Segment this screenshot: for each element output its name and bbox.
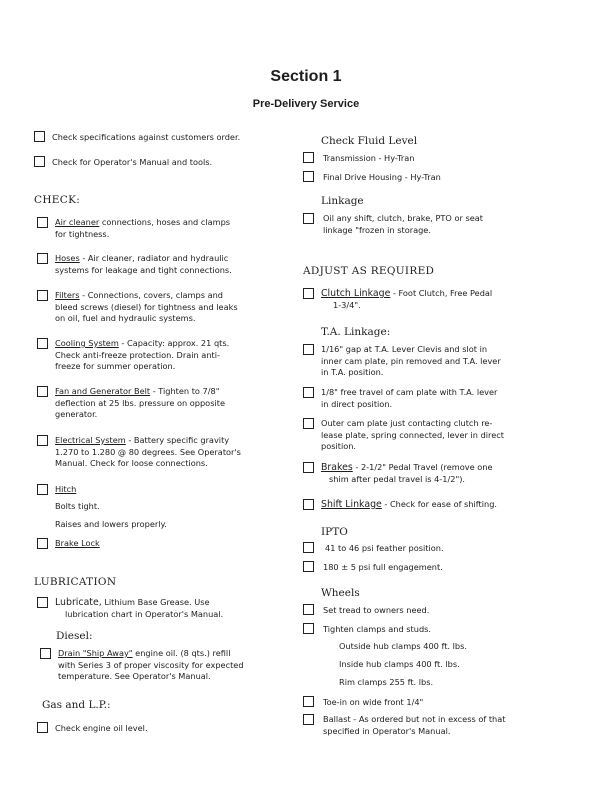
item-desc: - Check for ease of shifting. <box>381 499 498 509</box>
item-text <box>55 597 295 620</box>
torque-spec: Rim clamps 255 ft. lbs. <box>339 677 434 687</box>
item-desc-cont: specified in Operator's Manual. <box>323 725 451 736</box>
ta-heading: T.A. Linkage: <box>321 326 391 338</box>
item-text: Toe-in on wide front 1/4" <box>323 697 424 707</box>
item-desc: - Capacity: approx. 21 qts. <box>118 338 230 348</box>
item-text: 41 to 46 psi feather position. <box>325 543 444 553</box>
item-text: Tighten clamps and studs. <box>323 624 432 634</box>
checkbox[interactable] <box>37 538 48 549</box>
item-desc: 1/8" free travel of cam plate with T.A. lever <box>321 387 498 397</box>
item-text <box>55 435 285 470</box>
item-desc-cont: on oil, fuel and hydraulic systems. <box>55 313 196 323</box>
diesel-heading: Diesel: <box>56 630 93 642</box>
item-text <box>323 714 573 737</box>
item-term: Drain "Ship Away" <box>58 648 133 658</box>
item-text <box>55 538 255 550</box>
item-term: Clutch Linkage <box>321 288 391 299</box>
item-desc-cont: linkage "frozen in storage. <box>323 224 431 235</box>
item-term: Electrical System <box>55 435 126 445</box>
item-desc-cont: deflection at 25 lbs. pressure on opposite <box>55 397 225 408</box>
hitch-detail: Bolts tight. <box>55 501 100 511</box>
item-term: Fan and Generator Belt <box>55 386 151 396</box>
item-desc-cont: shim after pedal travel is 4-1/2"). <box>329 473 466 484</box>
checkbox[interactable] <box>303 462 314 473</box>
item-desc: engine oil. (8 qts.) refill <box>132 648 231 658</box>
item-desc: Ballast - As ordered but not in excess of that <box>323 714 506 724</box>
checkbox[interactable] <box>303 344 314 355</box>
item-text <box>55 386 285 421</box>
item-text <box>55 253 285 276</box>
checkbox[interactable] <box>37 386 48 397</box>
item-desc: Oil any shift, clutch, brake, PTO or seat <box>323 213 483 223</box>
adjust-heading: ADJUST AS REQUIRED <box>303 265 435 277</box>
item-desc-cont: Manual. Check for loose connections. <box>55 458 208 468</box>
checkbox[interactable] <box>303 171 314 182</box>
hitch-detail: Raises and lowers properly. <box>55 519 167 529</box>
checkbox[interactable] <box>303 418 314 429</box>
item-text <box>321 344 571 379</box>
gas-heading: Gas and L.P.: <box>42 699 111 711</box>
item-text: Final Drive Housing - Hy-Tran <box>323 172 441 182</box>
check-heading: CHECK: <box>34 194 81 206</box>
item-text <box>55 338 285 373</box>
linkage-heading: Linkage <box>321 195 364 207</box>
page-title: Section 1 <box>270 68 342 85</box>
item-desc-cont: Check anti-freeze protection. Drain anti- <box>55 349 220 360</box>
checkbox[interactable] <box>303 714 314 725</box>
item-desc-cont: 1-3/4". <box>333 299 361 310</box>
item-desc: - Battery specific gravity <box>125 435 230 445</box>
checkbox[interactable] <box>37 435 48 446</box>
item-term: Brakes <box>321 462 353 473</box>
item-text: Transmission - Hy-Tran <box>323 153 415 163</box>
item-desc-cont: lubrication chart in Operator's Manual. <box>65 608 224 619</box>
item-desc-cont: in T.A. position. <box>321 367 384 377</box>
page-subtitle: Pre-Delivery Service <box>252 98 360 110</box>
item-term: Air cleaner <box>55 217 100 227</box>
item-desc: Lithium Base Grease. Use <box>101 597 210 607</box>
item-text <box>55 484 255 496</box>
item-text <box>55 217 285 240</box>
item-desc: Outer cam plate just contacting clutch re- <box>321 418 493 428</box>
checkbox[interactable] <box>303 387 314 398</box>
item-text <box>321 418 571 453</box>
item-desc: connections, hoses and clamps <box>99 217 231 227</box>
checkbox[interactable] <box>303 152 314 163</box>
ipto-heading: IPTO <box>321 526 348 538</box>
item-term: Lubricate, <box>55 597 102 608</box>
item-desc: - Tighten to 7/8" <box>150 386 220 396</box>
checkbox[interactable] <box>303 499 314 510</box>
item-desc-cont: lease plate, spring connected, lever in direct <box>321 429 504 440</box>
checkbox[interactable] <box>34 156 45 167</box>
fluid-heading: Check Fluid Level <box>321 135 418 147</box>
checkbox[interactable] <box>303 696 314 707</box>
wheels-heading: Wheels <box>321 587 360 599</box>
checkbox[interactable] <box>37 722 48 733</box>
checkbox[interactable] <box>37 597 48 608</box>
item-text: Check engine oil level. <box>55 723 148 733</box>
item-text <box>58 648 288 683</box>
torque-spec: Inside hub clamps 400 ft. lbs. <box>339 659 460 669</box>
item-desc-cont: in direct position. <box>321 398 393 409</box>
item-desc-cont: generator. <box>55 409 98 419</box>
checkbox[interactable] <box>303 623 314 634</box>
checkbox[interactable] <box>37 253 48 264</box>
item-text: Check for Operator's Manual and tools. <box>52 157 213 167</box>
checkbox[interactable] <box>34 131 45 142</box>
checkbox[interactable] <box>37 338 48 349</box>
item-text: Set tread to owners need. <box>323 605 430 615</box>
checkbox[interactable] <box>303 288 314 299</box>
item-term: Shift Linkage <box>321 499 382 510</box>
item-text <box>321 288 571 311</box>
item-term: Brake Lock <box>55 538 100 548</box>
item-text <box>323 213 573 236</box>
item-desc-cont: systems for leakage and tight connections. <box>55 264 232 275</box>
checkbox[interactable] <box>37 217 48 228</box>
checkbox[interactable] <box>37 484 48 495</box>
item-desc: - Air cleaner, radiator and hydraulic <box>79 253 229 263</box>
item-desc-cont: position. <box>321 441 357 451</box>
item-desc: - Connections, covers, clamps and <box>79 290 223 300</box>
item-term: Cooling System <box>55 338 119 348</box>
item-desc: 1/16" gap at T.A. Lever Clevis and slot in <box>321 344 488 354</box>
item-desc-cont: bleed screws (diesel) for tightness and leaks <box>55 301 238 312</box>
item-text <box>321 387 571 410</box>
item-term: Hitch <box>55 484 77 494</box>
checkbox[interactable] <box>303 561 314 572</box>
item-desc: - Foot Clutch, Free Pedal <box>390 288 493 298</box>
item-term: Filters <box>55 290 80 300</box>
item-text <box>55 290 285 325</box>
item-desc-cont: 1.270 to 1.280 @ 80 degrees. See Operator's <box>55 446 241 457</box>
checkbox[interactable] <box>303 604 314 615</box>
item-desc-cont: temperature. See Operator's Manual. <box>58 671 211 681</box>
item-text <box>321 499 571 511</box>
item-desc-cont: for tightness. <box>55 228 110 239</box>
item-text: Check specifications against customers order. <box>52 132 241 142</box>
item-desc-cont: inner cam plate, pin removed and T.A. lever <box>321 355 501 366</box>
item-desc-cont: freeze for summer operation. <box>55 361 176 371</box>
checkbox[interactable] <box>40 648 51 659</box>
item-term: Hoses <box>55 253 80 263</box>
torque-spec: Outside hub clamps 400 ft. lbs. <box>339 641 467 651</box>
checkbox[interactable] <box>303 213 314 224</box>
item-text <box>321 462 571 485</box>
item-desc-cont: with Series 3 of proper viscosity for expected <box>58 659 244 670</box>
item-text: 180 ± 5 psi full engagement. <box>323 562 443 572</box>
lubrication-heading: LUBRICATION <box>34 576 117 588</box>
item-desc: - 2-1/2" Pedal Travel (remove one <box>352 462 493 472</box>
checkbox[interactable] <box>37 290 48 301</box>
checkbox[interactable] <box>303 542 314 553</box>
